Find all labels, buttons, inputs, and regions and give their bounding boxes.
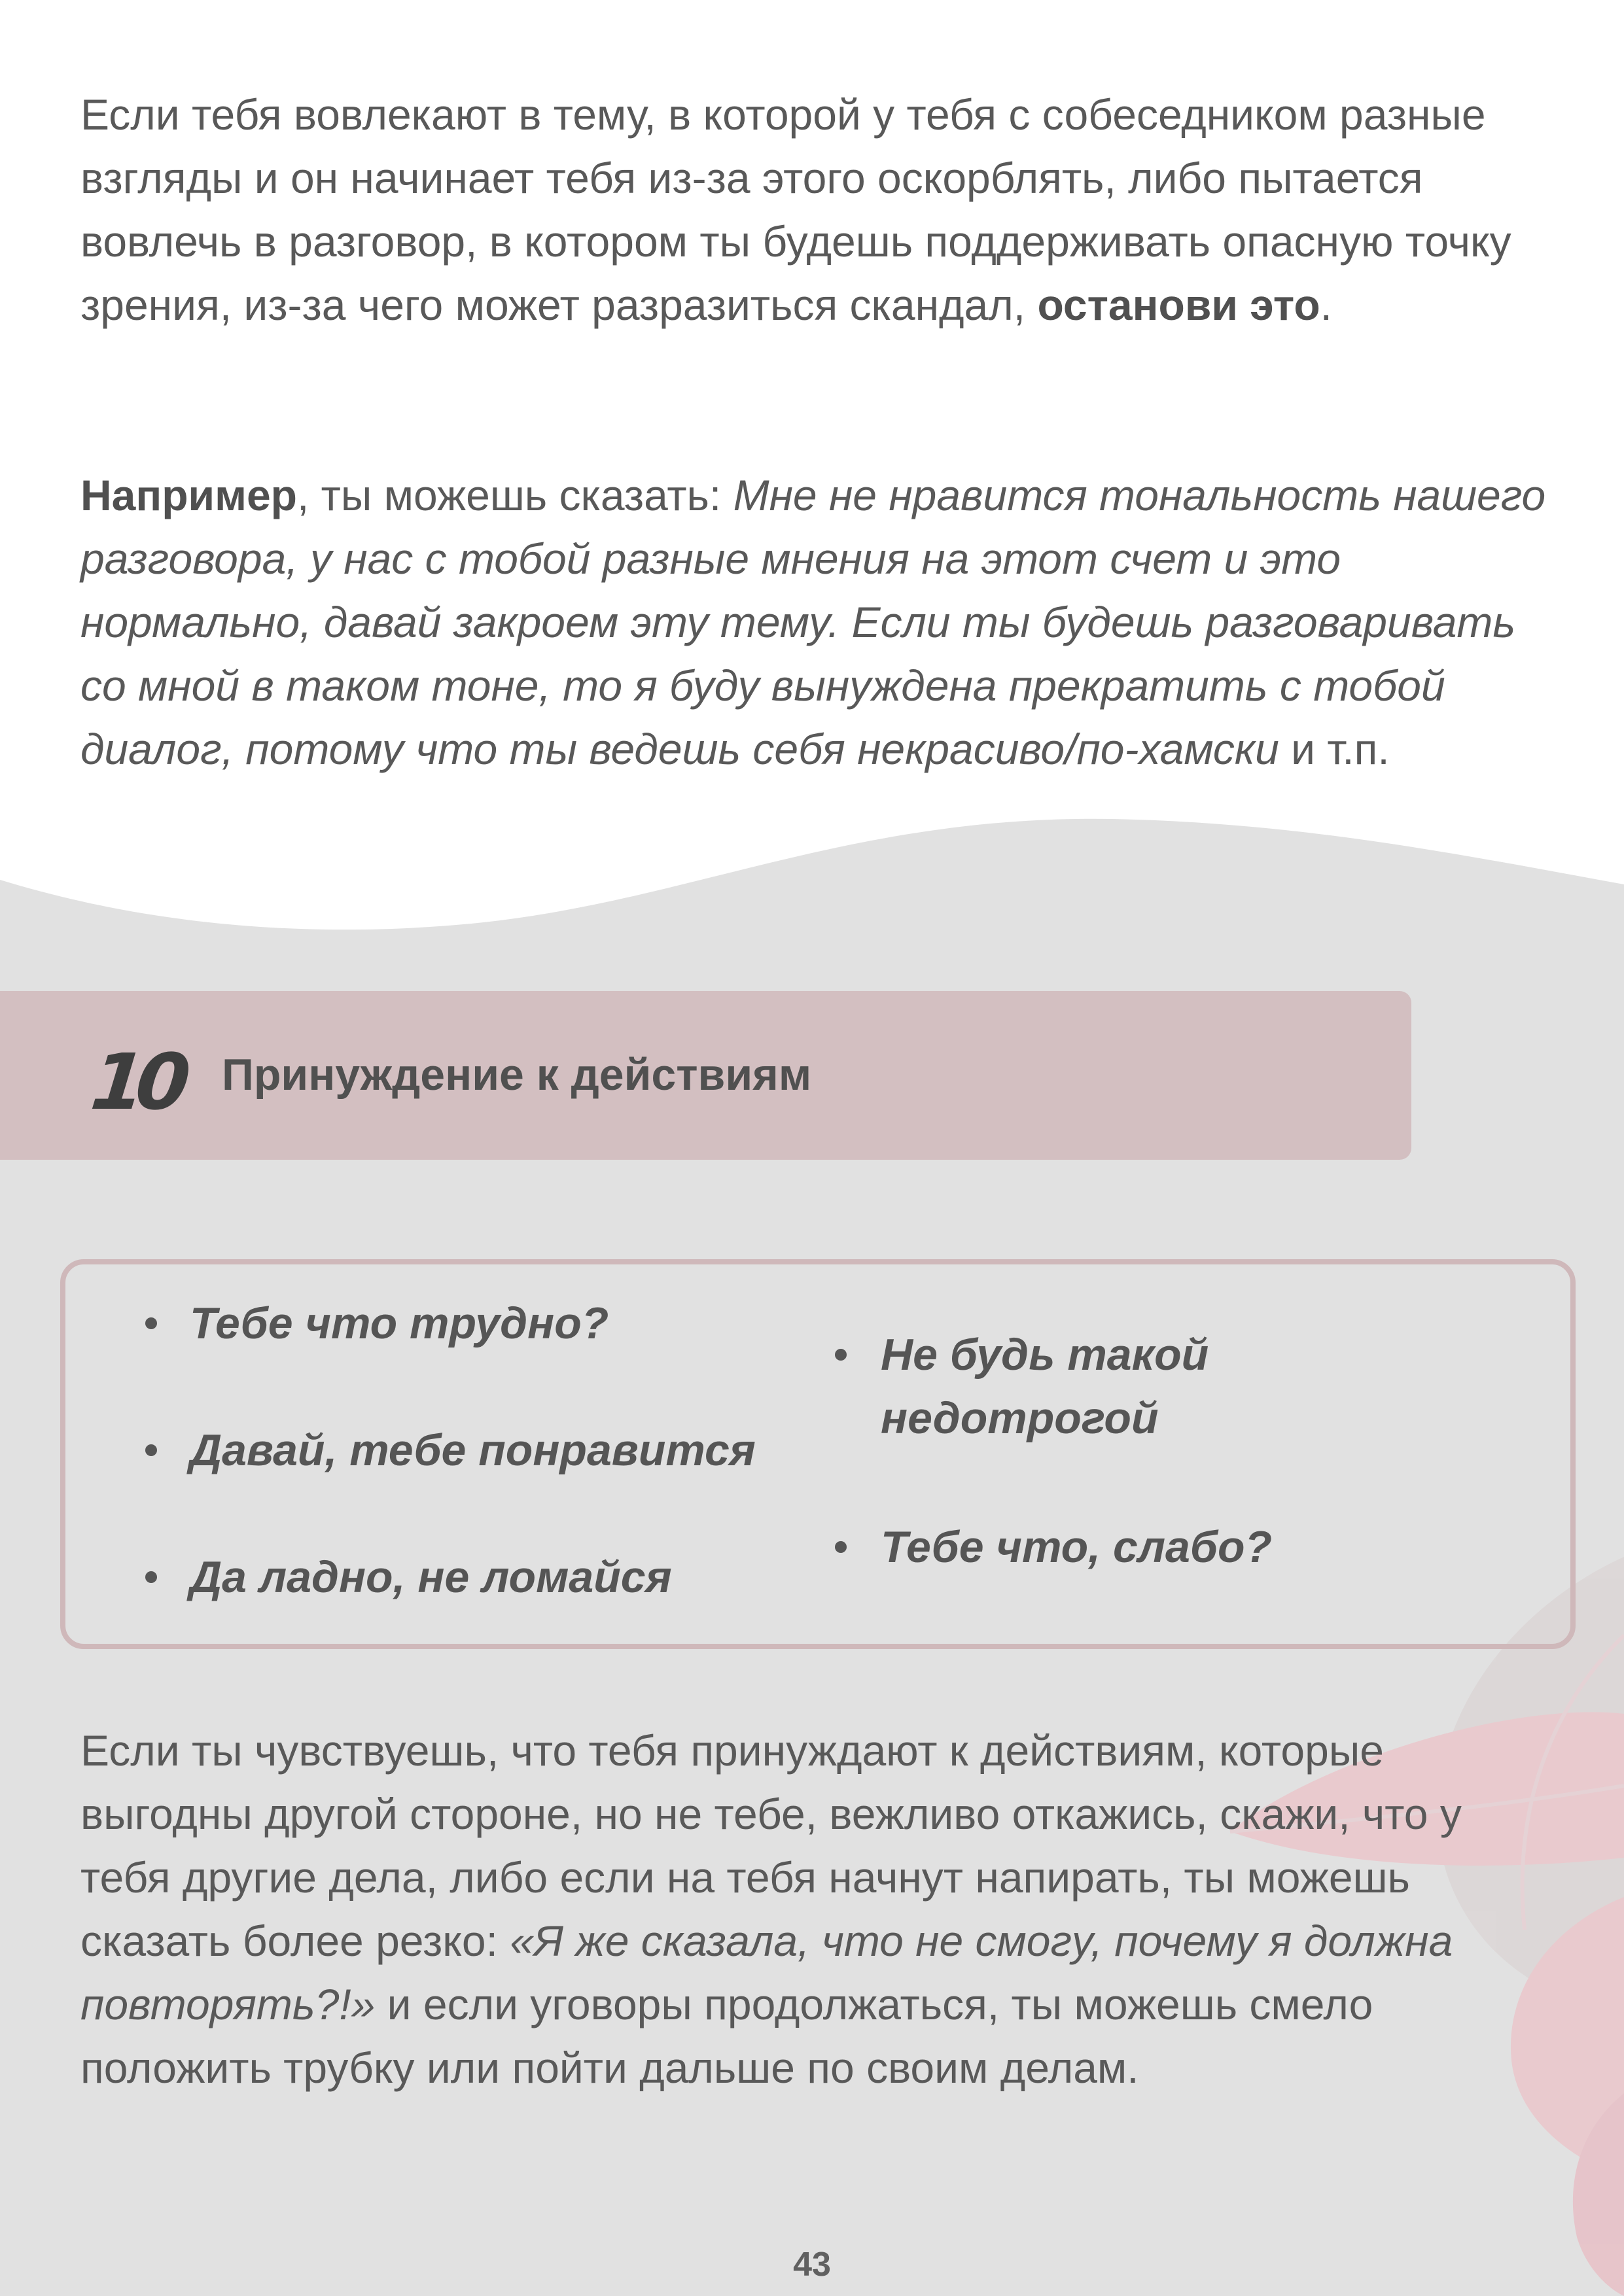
advice-tail: и если уговоры продолжаться, ты можешь смело положить трубку или пойти дальше по своим делам. bbox=[80, 1980, 1373, 2092]
phrase-left-2: Давай, тебе понравится bbox=[190, 1425, 756, 1475]
phrase-right-1-line-2: недотрогой bbox=[881, 1393, 1159, 1443]
phrase-right-2: Тебе что, слабо? bbox=[881, 1522, 1273, 1572]
example-lead: Например bbox=[80, 471, 297, 519]
phrase-right-1-line-1: Не будь такой bbox=[881, 1330, 1209, 1380]
bullet-dot bbox=[145, 1571, 157, 1583]
example-tail: и т.п. bbox=[1279, 725, 1390, 773]
example-quote: Мне не нравится тональность нашего разговора, у нас с тобой разные мнения на этот счет и это нормально, давай закроем эту тему. Если ты будешь разговаривать со мной в таком тоне, то я буду вынуждена прекратить с тобой диалог, потому что ты ведешь себя некрасиво/по-хамски bbox=[80, 471, 1546, 773]
advice-quote: «Я же сказала, что не смогу, почему я должна повторять?!» bbox=[80, 1917, 1453, 2028]
bullet-dot bbox=[835, 1541, 847, 1553]
advice-text: Если ты чувствуешь, что тебя принуждают к действиям, которые выгодны другой стороне, но не тебе, вежливо откажись, скажи, что у тебя другие дела, либо если на тебя начнут напирать, ты можешь сказать более резко: bbox=[80, 1726, 1462, 1965]
intro-paragraph bbox=[80, 83, 1559, 337]
example-paragraph bbox=[80, 464, 1559, 781]
bullet-dot bbox=[835, 1349, 847, 1361]
example-say: , ты можешь сказать: bbox=[296, 471, 733, 519]
phrase-left-3: Да ладно, не ломайся bbox=[190, 1552, 672, 1602]
phrase-left-1: Тебе что трудно? bbox=[190, 1298, 609, 1348]
advice-paragraph bbox=[80, 1719, 1559, 2100]
bullet-dot bbox=[145, 1444, 157, 1456]
section-number: 10 bbox=[86, 1037, 186, 1127]
intro-text: Если тебя вовлекают в тему, в которой у тебя с собеседником разные взгляды и он начинает тебя из-за этого оскорблять, либо пытается вовлечь в разговор, в котором ты будешь поддерживать опасную точку зрения, из-за чего может разразиться скандал, bbox=[80, 90, 1511, 329]
page-number: 43 bbox=[793, 2246, 831, 2284]
intro-end: . bbox=[1320, 281, 1332, 329]
section-title: Принуждение к действиям bbox=[222, 1050, 812, 1100]
intro-emphasis: останови это bbox=[1037, 281, 1320, 329]
bullet-dot bbox=[145, 1317, 157, 1329]
